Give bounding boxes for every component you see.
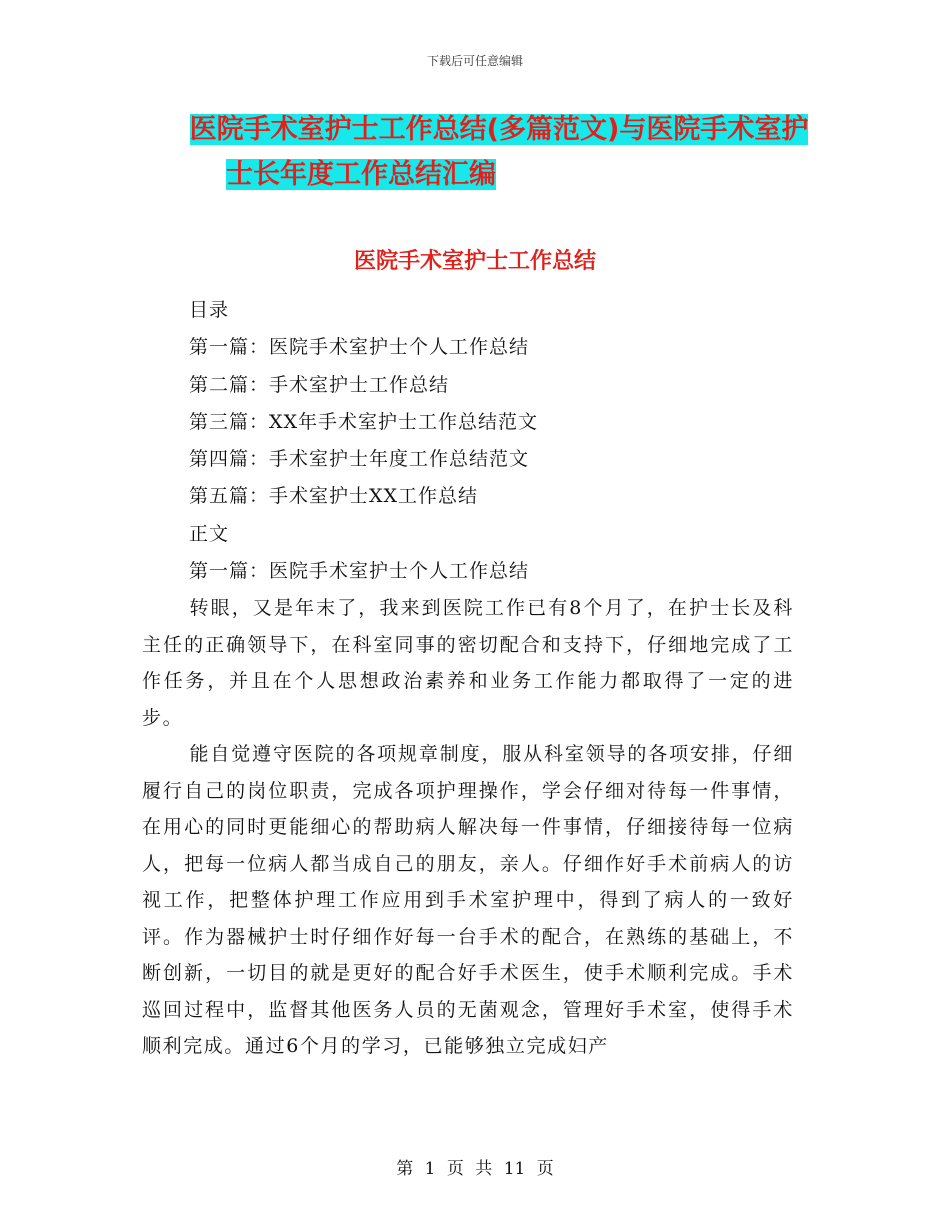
- paragraph: 能自觉遵守医院的各项规章制度，服从科室领导的各项安排，仔细履行自己的岗位职责，完成各项护理操作，学会仔细对待每一件事情，在用心的同时更能细心的帮助病人解决每一件事情，仔细接待每一位病人，把每一位病人都当成自己的朋友，亲人。仔细作好手术前病人的访视工作，把整体护理工作应用到手术室护理中，得到了病人的一致好评。作为器械护士时仔细作好每一台手术的配合，在熟练的基础上，不断创新，一切目的就是更好的配合好手术医生，使手术顺利完成。手术巡回过程中，监督其他医务人员的无菌观念，管理好手术室，使得手术顺利完成。通过6个月的学习，已能够独立完成妇产: [142, 743, 794, 1057]
- toc-item-2: 第二篇：手术室护士工作总结: [189, 373, 450, 396]
- document-title-line-2: [0, 155, 836, 195]
- body-text: [142, 590, 794, 1065]
- document-title-text-2: 士长年度工作总结汇编: [226, 159, 496, 190]
- toc-heading: 目录: [189, 299, 230, 321]
- document-title-line-1: [24, 110, 950, 150]
- toc-item-1: 第一篇：医院手术室护士个人工作总结: [189, 336, 530, 359]
- header-note: 下载后可任意编辑: [426, 54, 523, 68]
- body-heading: 正文: [189, 522, 230, 545]
- chapter-1-heading: 第一篇：医院手术室护士个人工作总结: [189, 560, 530, 583]
- toc-item-5: 第五篇：手术室护士XX工作总结: [189, 485, 479, 508]
- document-title-text-1: 医院手术室护士工作总结(多篇范文)与医院手术室护: [189, 114, 809, 145]
- toc-item-4: 第四篇：手术室护士年度工作总结范文: [189, 448, 530, 471]
- section-heading: 医院手术室护士工作总结: [353, 249, 596, 274]
- toc-item-3: 第三篇：XX年手术室护士工作总结范文: [189, 410, 539, 433]
- table-of-contents: [189, 292, 538, 590]
- paragraph: 转眼，又是年末了，我来到医院工作已有8个月了，在护士长及科主任的正确领导下，在科室同事的密切配合和支持下，仔细地完成了工作任务，并且在个人思想政治素养和业务工作能力都取得了一定的进步。: [142, 597, 794, 729]
- page-footer: 第 1 页 共 11 页: [396, 1159, 554, 1179]
